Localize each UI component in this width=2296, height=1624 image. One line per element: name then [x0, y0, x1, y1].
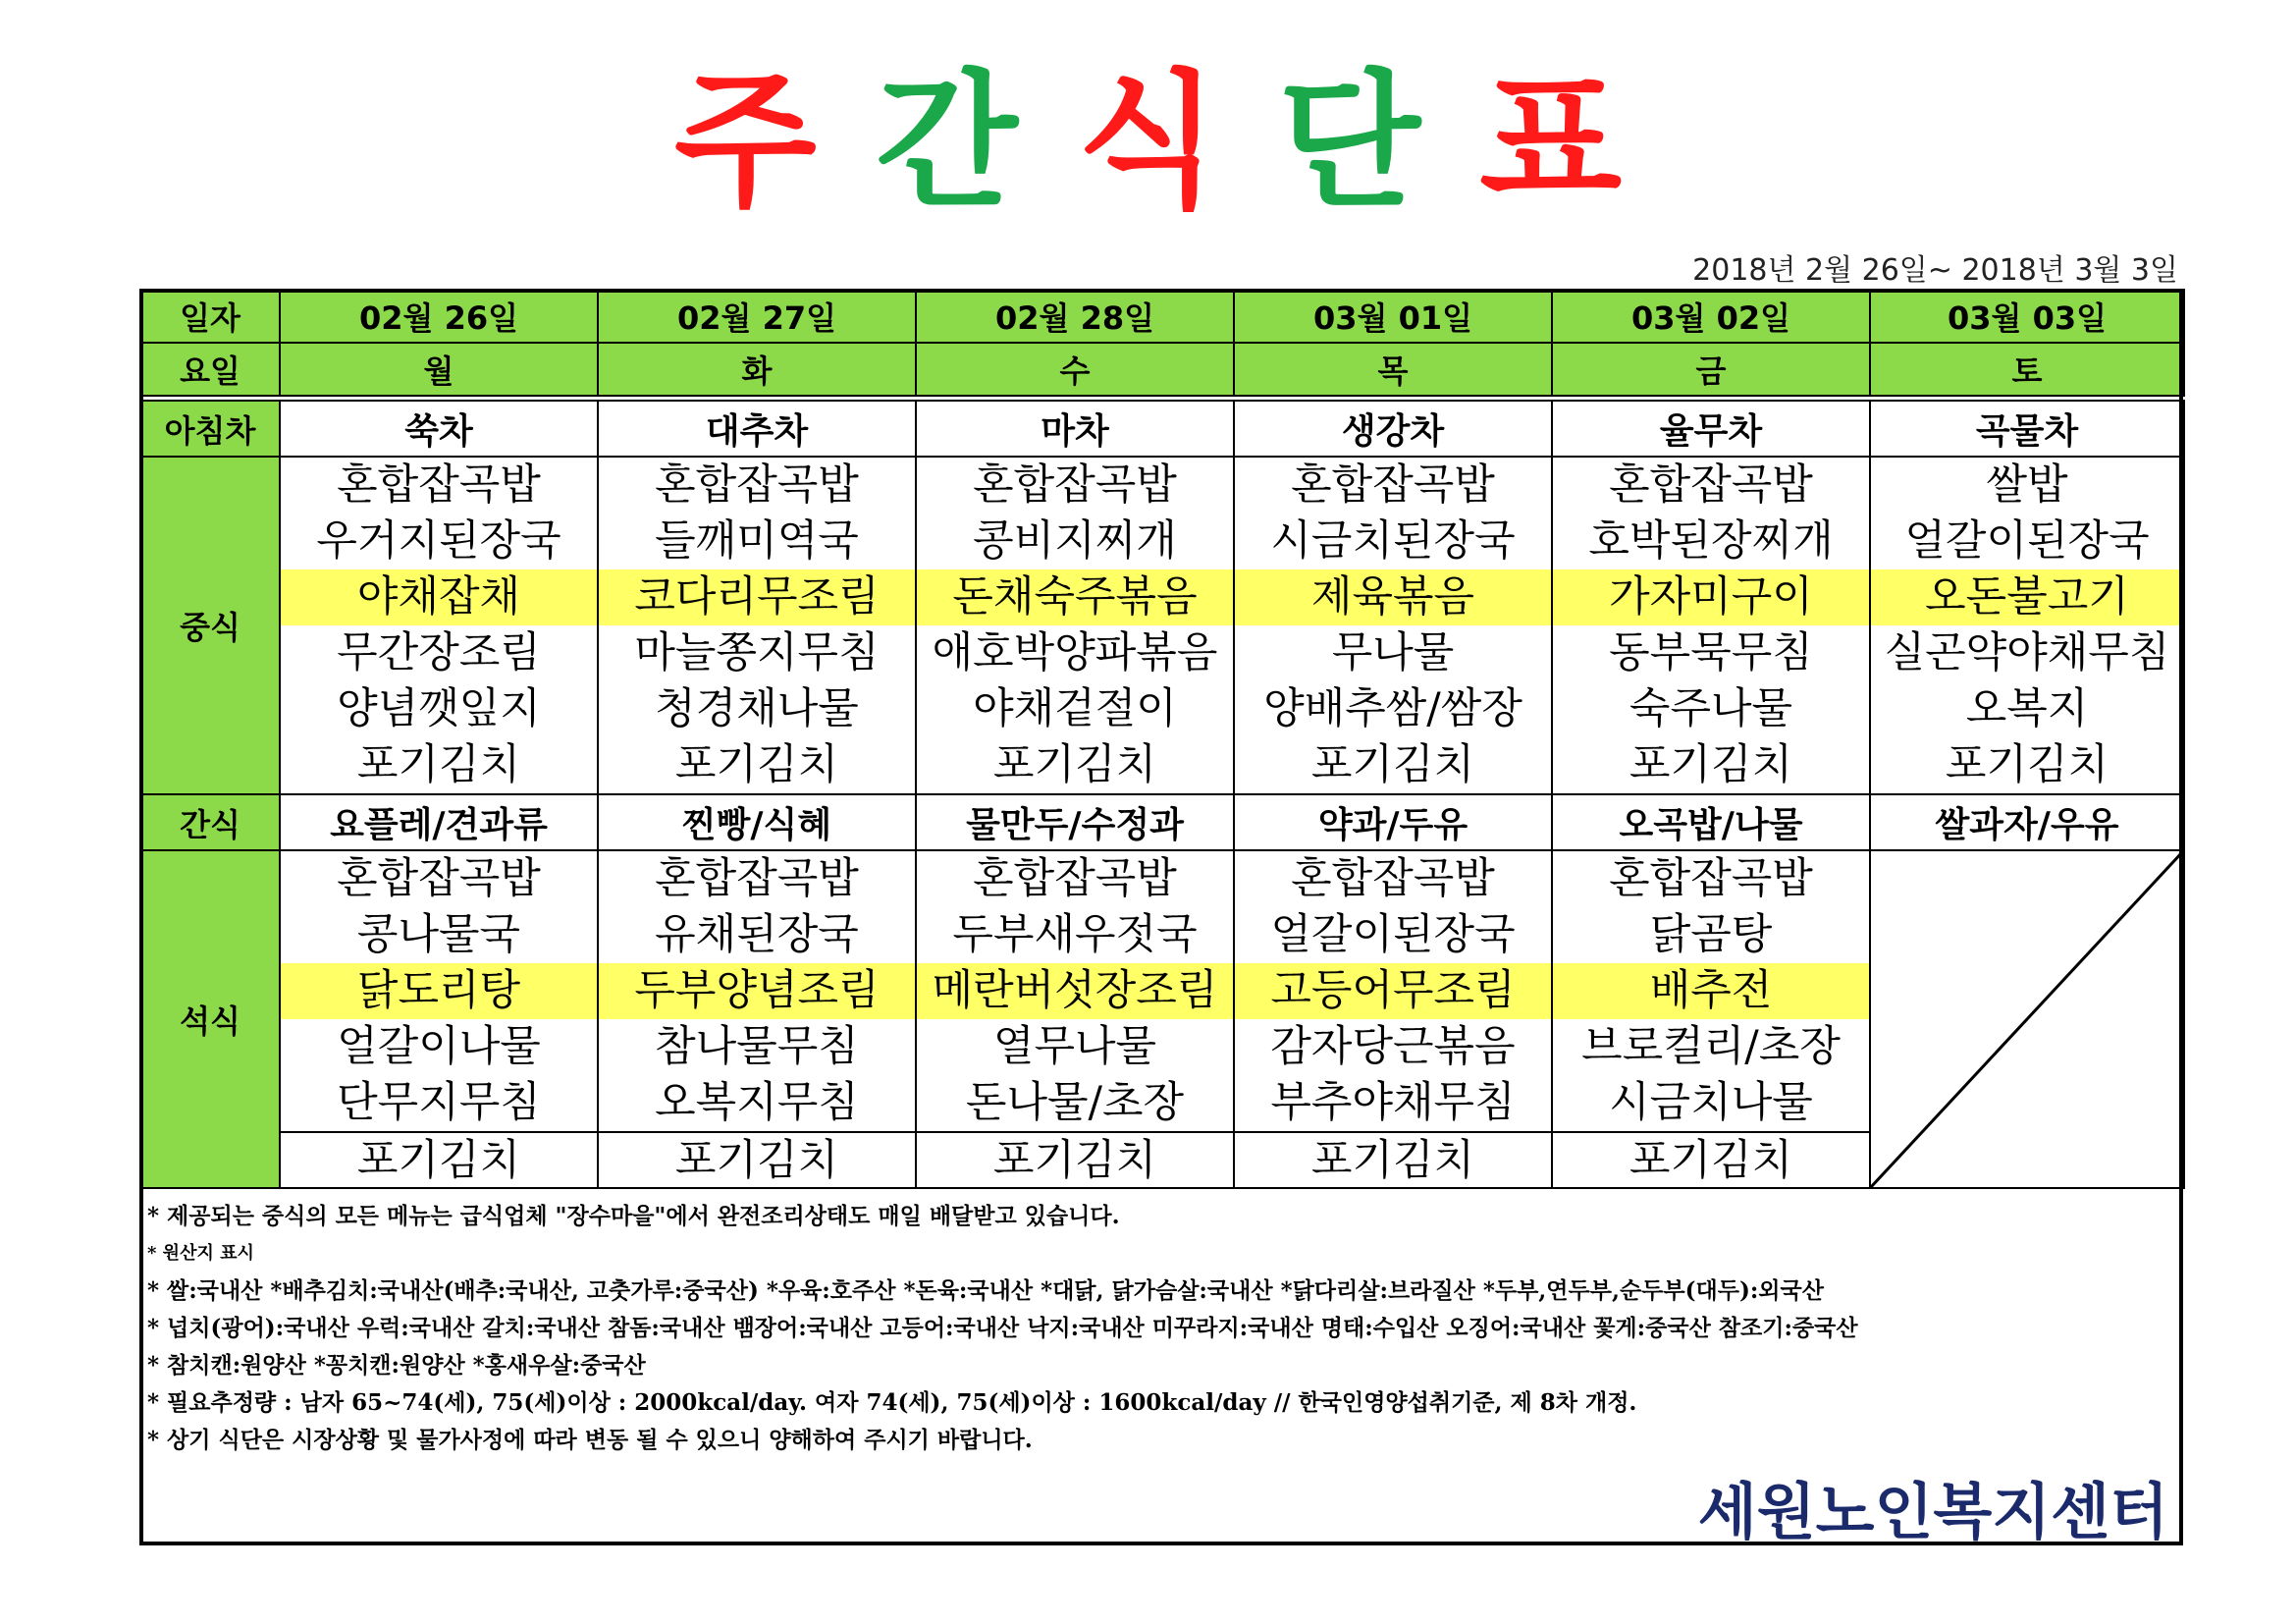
menu-item: 유채된장국 — [655, 910, 859, 959]
menu-item: 콩나물국 — [356, 910, 521, 959]
snack-cell: 약과/두유 — [1234, 794, 1552, 850]
weekday-cell: 토 — [1870, 343, 2184, 396]
menu-item: 들깨미역국 — [655, 516, 859, 566]
menu-item-main: 배추전 — [1553, 963, 1869, 1019]
menu-item: 야채겉절이 — [973, 684, 1177, 733]
menu-item: 우거지된장국 — [316, 516, 561, 566]
date-cell: 02월 26일 — [280, 290, 598, 343]
date-cell: 03월 03일 — [1870, 290, 2184, 343]
menu-item: 혼합잡곡밥 — [655, 854, 859, 903]
note-line: * 제공되는 중식의 모든 메뉴는 급식업체 "장수마을"에서 완전조리상태도 매일 배달받고 있습니다. — [147, 1203, 1120, 1229]
menu-item: 포기김치 — [1553, 1131, 1869, 1187]
snack-cell: 요플레/견과류 — [280, 794, 598, 850]
menu-item: 포기김치 — [356, 740, 521, 789]
tea-cell: 마차 — [916, 401, 1234, 457]
note-line: * 필요추정량 : 남자 65~74(세), 75(세)이상 : 2000kcal/day. 여자 74(세), 75(세)이상 : 1600kcal/day // 한국인영양섭취기준, 제 8차 개정. — [147, 1389, 1637, 1416]
menu-item: 콩비지찌개 — [973, 516, 1177, 566]
menu-item: 얼갈이된장국 — [1270, 910, 1516, 959]
snack-label: 간식 — [140, 794, 280, 850]
menu-item: 혼합잡곡밥 — [973, 460, 1177, 510]
menu-item: 동부묵무침 — [1609, 628, 1813, 677]
menu-item: 혼합잡곡밥 — [1609, 854, 1813, 903]
menu-item: 애호박양파볶음 — [932, 628, 1218, 677]
weekday-cell: 수 — [916, 343, 1234, 396]
title-char-4: 단 — [1278, 57, 1421, 228]
menu-item: 시금치된장국 — [1270, 516, 1516, 566]
menu-item: 호박된장찌개 — [1588, 516, 1834, 566]
menu-item: 포기김치 — [281, 1131, 597, 1187]
menu-item: 혼합잡곡밥 — [1291, 460, 1495, 510]
weekday-cell: 화 — [598, 343, 916, 396]
menu-item: 혼합잡곡밥 — [337, 854, 541, 903]
menu-item: 포기김치 — [1235, 1131, 1551, 1187]
menu-item: 포기김치 — [1945, 740, 2109, 789]
menu-item: 얼갈이된장국 — [1904, 516, 2150, 566]
dinner-label: 석식 — [140, 850, 280, 1188]
title-char-1: 주 — [673, 57, 817, 228]
menu-item-main: 오돈불고기 — [1871, 569, 2183, 625]
menu-item: 혼합잡곡밥 — [1609, 460, 1813, 510]
menu-item: 혼합잡곡밥 — [655, 460, 859, 510]
menu-item: 양배추쌈/쌈장 — [1263, 684, 1522, 733]
menu-item: 혼합잡곡밥 — [337, 460, 541, 510]
tea-label: 아침차 — [140, 401, 280, 457]
menu-item-main: 코다리무조림 — [599, 569, 915, 625]
menu-item: 포기김치 — [674, 740, 839, 789]
menu-item: 포기김치 — [1310, 740, 1475, 789]
menu-item: 쌀밥 — [1986, 460, 2068, 510]
menu-item-main: 야채잡채 — [281, 569, 597, 625]
menu-item: 오복지 — [1965, 684, 2089, 733]
menu-item: 부추야채무침 — [1270, 1078, 1516, 1127]
menu-item: 포기김치 — [599, 1131, 915, 1187]
menu-item: 돈나물/초장 — [965, 1078, 1185, 1127]
menu-item: 포기김치 — [917, 1131, 1233, 1187]
menu-item: 닭곰탕 — [1649, 910, 1773, 959]
date-cell: 02월 27일 — [598, 290, 916, 343]
menu-item: 얼갈이나물 — [337, 1022, 541, 1071]
tea-cell: 생강차 — [1234, 401, 1552, 457]
menu-item: 브로컬리/초장 — [1581, 1022, 1841, 1071]
note-line: * 상기 식단은 시장상황 및 물가사정에 따라 변동 될 수 있으니 양해하여 주시기 바랍니다. — [147, 1427, 1033, 1453]
snack-cell: 물만두/수정과 — [916, 794, 1234, 850]
menu-item: 실곤약야채무침 — [1884, 628, 2170, 677]
tea-cell: 대추차 — [598, 401, 916, 457]
snack-cell: 오곡밥/나물 — [1552, 794, 1870, 850]
title-char-3: 식 — [1077, 57, 1219, 228]
menu-item: 참나물무침 — [655, 1022, 859, 1071]
outer-frame — [139, 289, 2183, 1545]
weekday-cell: 목 — [1234, 343, 1552, 396]
menu-item-main: 고등어무조림 — [1235, 963, 1551, 1019]
menu-item: 오복지무침 — [655, 1078, 859, 1127]
date-label: 일자 — [140, 290, 280, 343]
menu-item-main: 돈채숙주볶음 — [917, 569, 1233, 625]
weekday-cell: 금 — [1552, 343, 1870, 396]
note-line: * 쌀:국내산 *배추김치:국내산(배추:국내산, 고춧가루:중국산) *우육:호주산 *돈육:국내산 *대닭, 닭가슴살:국내산 *닭다리살:브라질산 *두부,연두부,순두부(대두):외국산 — [147, 1277, 1824, 1304]
menu-item: 마늘쫑지무침 — [634, 628, 880, 677]
menu-item: 무간장조림 — [337, 628, 541, 677]
menu-item: 양념깻잎지 — [337, 684, 541, 733]
menu-item: 두부새우젓국 — [952, 910, 1198, 959]
menu-item: 숙주나물 — [1629, 684, 1793, 733]
lunch-label: 중식 — [140, 457, 280, 794]
note-line: * 원산지 표시 — [147, 1243, 254, 1264]
weekday-cell: 월 — [280, 343, 598, 396]
menu-item: 감자당근볶음 — [1270, 1022, 1516, 1071]
title-char-5: 표 — [1479, 57, 1623, 228]
menu-item-main: 메란버섯장조림 — [917, 963, 1233, 1019]
menu-item: 청경채나물 — [655, 684, 859, 733]
snack-cell: 찐빵/식혜 — [598, 794, 916, 850]
date-range: 2018년 2월 26일~ 2018년 3월 3일 — [1692, 253, 2178, 288]
note-line: * 참치캔:원양산 *꽁치캔:원양산 *홍새우살:중국산 — [147, 1352, 646, 1379]
menu-item-main: 닭도리탕 — [281, 963, 597, 1019]
menu-item: 열무나물 — [992, 1022, 1157, 1071]
tea-cell: 곡물차 — [1870, 401, 2184, 457]
tea-cell: 쑥차 — [280, 401, 598, 457]
menu-item: 포기김치 — [1629, 740, 1793, 789]
weekday-label: 요일 — [140, 343, 280, 396]
date-cell: 02월 28일 — [916, 290, 1234, 343]
note-line: * 넙치(광어):국내산 우럭:국내산 갈치:국내산 참돔:국내산 뱀장어:국내산 고등어:국내산 낙지:국내산 미꾸라지:국내산 명태:수입산 오징어:국내산 꽃게:중국산 참조기:중국산 — [147, 1315, 1858, 1341]
snack-cell: 쌀과자/우유 — [1870, 794, 2184, 850]
menu-item-main: 제육볶음 — [1235, 569, 1551, 625]
date-cell: 03월 02일 — [1552, 290, 1870, 343]
menu-item: 무나물 — [1331, 628, 1455, 677]
menu-item-main: 두부양념조림 — [599, 963, 915, 1019]
menu-item: 포기김치 — [992, 740, 1157, 789]
page-title — [0, 57, 2296, 228]
title-char-2: 간 — [875, 57, 1018, 228]
menu-item: 시금치나물 — [1609, 1078, 1813, 1127]
menu-item-main: 가자미구이 — [1553, 569, 1869, 625]
menu-item: 혼합잡곡밥 — [973, 854, 1177, 903]
menu-item: 혼합잡곡밥 — [1291, 854, 1495, 903]
menu-item: 단무지무침 — [337, 1078, 541, 1127]
tea-cell: 율무차 — [1552, 401, 1870, 457]
organization-name: 세원노인복지센터 — [1697, 1476, 2168, 1547]
date-cell: 03월 01일 — [1234, 290, 1552, 343]
